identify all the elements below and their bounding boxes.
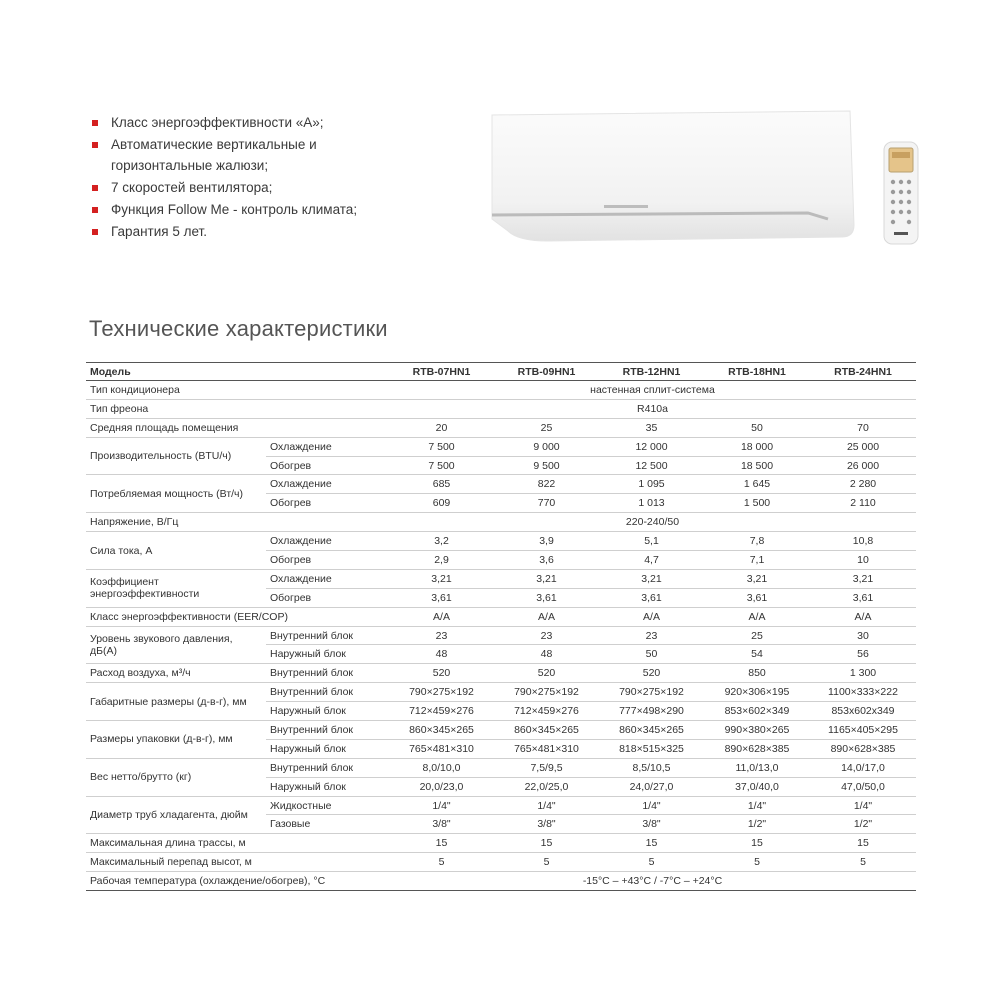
feature-text: Функция Follow Me - контроль климата; bbox=[111, 202, 358, 217]
value-cell: 10 bbox=[810, 551, 916, 570]
value-cell: 54 bbox=[704, 645, 810, 664]
value-cell: 1/2" bbox=[704, 815, 810, 834]
table-row bbox=[86, 626, 916, 645]
parameter-name-cell: Максимальная длина трассы, м bbox=[86, 834, 389, 853]
value-cell: 35 bbox=[599, 418, 704, 437]
value-cell: 26 000 bbox=[810, 456, 916, 475]
value-cell: 3,61 bbox=[494, 588, 599, 607]
value-cell: 15 bbox=[810, 834, 916, 853]
value-cell: 9 500 bbox=[494, 456, 599, 475]
value-cell: 3,6 bbox=[494, 551, 599, 570]
specs-table bbox=[86, 362, 916, 891]
sub-parameter-cell: Охлаждение bbox=[266, 532, 389, 551]
value-cell: 5 bbox=[810, 853, 916, 872]
value-cell: 15 bbox=[704, 834, 810, 853]
value-cell: 520 bbox=[389, 664, 494, 683]
value-cell: 1100×333×222 bbox=[810, 683, 916, 702]
value-cell: 7,8 bbox=[704, 532, 810, 551]
parameter-name-cell: Напряжение, В/Гц bbox=[86, 513, 389, 532]
value-cell: 20,0/23,0 bbox=[389, 777, 494, 796]
table-row bbox=[86, 381, 916, 400]
value-cell: 7 500 bbox=[389, 437, 494, 456]
sub-parameter-cell: Обогрев bbox=[266, 588, 389, 607]
value-cell: 56 bbox=[810, 645, 916, 664]
value-cell: 20 bbox=[389, 418, 494, 437]
parameter-name-cell: Уровень звукового давления, дБ(А) bbox=[86, 626, 266, 664]
table-row bbox=[86, 721, 916, 740]
value-cell: 25 bbox=[704, 626, 810, 645]
value-cell: 25 bbox=[494, 418, 599, 437]
model-column-header: RTB-24HN1 bbox=[810, 363, 916, 381]
sub-parameter-cell: Внутренний блок bbox=[266, 664, 389, 683]
table-row bbox=[86, 418, 916, 437]
parameter-name-cell: Коэффициент энергоэффективности bbox=[86, 569, 266, 607]
sub-parameter-cell: Наружный блок bbox=[266, 777, 389, 796]
parameter-name-cell: Расход воздуха, м³/ч bbox=[86, 664, 266, 683]
value-cell: A/A bbox=[810, 607, 916, 626]
value-cell: 3,21 bbox=[494, 569, 599, 588]
feature-text: Класс энергоэффективности «А»; bbox=[111, 115, 324, 130]
value-cell: 3/8" bbox=[494, 815, 599, 834]
value-cell: 1 300 bbox=[810, 664, 916, 683]
sub-parameter-cell: Обогрев bbox=[266, 494, 389, 513]
value-cell: 5 bbox=[599, 853, 704, 872]
table-row bbox=[86, 607, 916, 626]
model-column-header: RTB-18HN1 bbox=[704, 363, 810, 381]
value-cell: 22,0/25,0 bbox=[494, 777, 599, 796]
value-cell: 860×345×265 bbox=[389, 721, 494, 740]
sub-parameter-cell: Обогрев bbox=[266, 551, 389, 570]
value-cell: 790×275×192 bbox=[599, 683, 704, 702]
value-cell: 3,61 bbox=[599, 588, 704, 607]
value-cell: 15 bbox=[599, 834, 704, 853]
value-cell: 3/8" bbox=[599, 815, 704, 834]
bullet-square-icon bbox=[92, 120, 98, 126]
value-cell: 25 000 bbox=[810, 437, 916, 456]
shared-value-cell: R410a bbox=[389, 399, 916, 418]
value-cell: 3,9 bbox=[494, 532, 599, 551]
sub-parameter-cell: Охлаждение bbox=[266, 475, 389, 494]
table-row bbox=[86, 569, 916, 588]
parameter-name-cell: Размеры упаковки (д-в-г), мм bbox=[86, 721, 266, 759]
value-cell: 50 bbox=[599, 645, 704, 664]
specs-heading: Технические характеристики bbox=[89, 316, 388, 341]
value-cell: 520 bbox=[599, 664, 704, 683]
value-cell: 790×275×192 bbox=[494, 683, 599, 702]
value-cell: 609 bbox=[389, 494, 494, 513]
value-cell: 790×275×192 bbox=[389, 683, 494, 702]
value-cell: A/A bbox=[704, 607, 810, 626]
value-cell: 30 bbox=[810, 626, 916, 645]
value-cell: 3,21 bbox=[810, 569, 916, 588]
parameter-name-cell: Средняя площадь помещения bbox=[86, 418, 389, 437]
parameter-name-cell: Производительность (BTU/ч) bbox=[86, 437, 266, 475]
value-cell: 990×380×265 bbox=[704, 721, 810, 740]
feature-item bbox=[92, 199, 392, 220]
value-cell: 1 645 bbox=[704, 475, 810, 494]
value-cell: 4,7 bbox=[599, 551, 704, 570]
feature-item bbox=[92, 112, 392, 133]
parameter-name-cell: Рабочая температура (охлаждение/обогрев), °С bbox=[86, 872, 389, 891]
feature-text: 7 скоростей вентилятора; bbox=[111, 180, 273, 195]
value-cell: 685 bbox=[389, 475, 494, 494]
value-cell: 822 bbox=[494, 475, 599, 494]
sub-parameter-cell: Внутренний блок bbox=[266, 626, 389, 645]
parameter-name-cell: Вес нетто/брутто (кг) bbox=[86, 758, 266, 796]
value-cell: 1165×405×295 bbox=[810, 721, 916, 740]
value-cell: 818×515×325 bbox=[599, 739, 704, 758]
table-row bbox=[86, 532, 916, 551]
sub-parameter-cell: Газовые bbox=[266, 815, 389, 834]
model-column-header: RTB-12HN1 bbox=[599, 363, 704, 381]
value-cell: 50 bbox=[704, 418, 810, 437]
value-cell: 23 bbox=[494, 626, 599, 645]
value-cell: 1/4" bbox=[389, 796, 494, 815]
value-cell: 8,5/10,5 bbox=[599, 758, 704, 777]
value-cell: 18 000 bbox=[704, 437, 810, 456]
value-cell: 3,21 bbox=[599, 569, 704, 588]
parameter-name-cell: Класс энергоэффективности (EER/COP) bbox=[86, 607, 389, 626]
value-cell: 5,1 bbox=[599, 532, 704, 551]
value-cell: A/A bbox=[599, 607, 704, 626]
value-cell: 47,0/50,0 bbox=[810, 777, 916, 796]
sub-parameter-cell: Внутренний блок bbox=[266, 683, 389, 702]
model-header: Модель bbox=[86, 363, 389, 381]
bullet-square-icon bbox=[92, 229, 98, 235]
value-cell: 5 bbox=[704, 853, 810, 872]
feature-list bbox=[92, 112, 392, 243]
value-cell: 11,0/13,0 bbox=[704, 758, 810, 777]
value-cell: 18 500 bbox=[704, 456, 810, 475]
table-row bbox=[86, 796, 916, 815]
parameter-name-cell: Габаритные размеры (д-в-г), мм bbox=[86, 683, 266, 721]
value-cell: 3,61 bbox=[810, 588, 916, 607]
feature-text: Гарантия 5 лет. bbox=[111, 224, 207, 239]
value-cell: 860×345×265 bbox=[599, 721, 704, 740]
value-cell: 1/4" bbox=[810, 796, 916, 815]
table-row bbox=[86, 758, 916, 777]
value-cell: 5 bbox=[389, 853, 494, 872]
remote-control-image bbox=[880, 140, 922, 246]
value-cell: 712×459×276 bbox=[494, 702, 599, 721]
value-cell: 920×306×195 bbox=[704, 683, 810, 702]
sub-parameter-cell: Охлаждение bbox=[266, 437, 389, 456]
table-row bbox=[86, 683, 916, 702]
table-row bbox=[86, 853, 916, 872]
value-cell: 3,21 bbox=[389, 569, 494, 588]
value-cell: 890×628×385 bbox=[704, 739, 810, 758]
value-cell: 23 bbox=[389, 626, 494, 645]
table-row bbox=[86, 399, 916, 418]
value-cell: 15 bbox=[389, 834, 494, 853]
table-header-row bbox=[86, 363, 916, 381]
value-cell: 7 500 bbox=[389, 456, 494, 475]
value-cell: 15 bbox=[494, 834, 599, 853]
value-cell: 9 000 bbox=[494, 437, 599, 456]
table-row bbox=[86, 437, 916, 456]
value-cell: 853×602×349 bbox=[704, 702, 810, 721]
value-cell: 12 500 bbox=[599, 456, 704, 475]
value-cell: 7,1 bbox=[704, 551, 810, 570]
parameter-name-cell: Тип фреона bbox=[86, 399, 389, 418]
parameter-name-cell: Тип кондиционера bbox=[86, 381, 389, 400]
sub-parameter-cell: Наружный блок bbox=[266, 739, 389, 758]
sub-parameter-cell: Обогрев bbox=[266, 456, 389, 475]
value-cell: 1 500 bbox=[704, 494, 810, 513]
value-cell: 1 095 bbox=[599, 475, 704, 494]
value-cell: A/A bbox=[494, 607, 599, 626]
value-cell: 12 000 bbox=[599, 437, 704, 456]
value-cell: 1/4" bbox=[494, 796, 599, 815]
value-cell: 3,61 bbox=[704, 588, 810, 607]
parameter-name-cell: Диаметр труб хладагента, дюйм bbox=[86, 796, 266, 834]
value-cell: 70 bbox=[810, 418, 916, 437]
value-cell: 1/4" bbox=[599, 796, 704, 815]
value-cell: 765×481×310 bbox=[389, 739, 494, 758]
shared-value-cell: -15°C – +43°C / -7°C – +24°C bbox=[389, 872, 916, 891]
sub-parameter-cell: Наружный блок bbox=[266, 702, 389, 721]
table-row bbox=[86, 834, 916, 853]
value-cell: 765×481×310 bbox=[494, 739, 599, 758]
feature-text: Автоматические вертикальные и горизонтальные жалюзи; bbox=[111, 137, 317, 173]
table-row bbox=[86, 664, 916, 683]
value-cell: 777×498×290 bbox=[599, 702, 704, 721]
parameter-name-cell: Сила тока, А bbox=[86, 532, 266, 570]
value-cell: 890×628×385 bbox=[810, 739, 916, 758]
value-cell: 853x602x349 bbox=[810, 702, 916, 721]
value-cell: 10,8 bbox=[810, 532, 916, 551]
value-cell: 1/4" bbox=[704, 796, 810, 815]
bullet-square-icon bbox=[92, 185, 98, 191]
shared-value-cell: настенная сплит-система bbox=[389, 381, 916, 400]
value-cell: 2,9 bbox=[389, 551, 494, 570]
value-cell: 23 bbox=[599, 626, 704, 645]
value-cell: 24,0/27,0 bbox=[599, 777, 704, 796]
sub-parameter-cell: Внутренний блок bbox=[266, 758, 389, 777]
sub-parameter-cell: Наружный блок bbox=[266, 645, 389, 664]
sub-parameter-cell: Охлаждение bbox=[266, 569, 389, 588]
table-row bbox=[86, 513, 916, 532]
value-cell: 770 bbox=[494, 494, 599, 513]
value-cell: 48 bbox=[494, 645, 599, 664]
feature-item bbox=[92, 177, 392, 198]
model-column-header: RTB-09HN1 bbox=[494, 363, 599, 381]
sub-parameter-cell: Жидкостные bbox=[266, 796, 389, 815]
feature-item bbox=[92, 221, 392, 242]
shared-value-cell: 220-240/50 bbox=[389, 513, 916, 532]
value-cell: 860×345×265 bbox=[494, 721, 599, 740]
value-cell: 8,0/10,0 bbox=[389, 758, 494, 777]
sub-parameter-cell: Внутренний блок bbox=[266, 721, 389, 740]
value-cell: 1 013 bbox=[599, 494, 704, 513]
value-cell: 2 110 bbox=[810, 494, 916, 513]
value-cell: 850 bbox=[704, 664, 810, 683]
value-cell: 3,61 bbox=[389, 588, 494, 607]
value-cell: 3/8" bbox=[389, 815, 494, 834]
value-cell: 37,0/40,0 bbox=[704, 777, 810, 796]
value-cell: 7,5/9,5 bbox=[494, 758, 599, 777]
value-cell: 48 bbox=[389, 645, 494, 664]
value-cell: 14,0/17,0 bbox=[810, 758, 916, 777]
table-row bbox=[86, 872, 916, 891]
value-cell: 712×459×276 bbox=[389, 702, 494, 721]
value-cell: A/A bbox=[389, 607, 494, 626]
value-cell: 2 280 bbox=[810, 475, 916, 494]
bullet-square-icon bbox=[92, 142, 98, 148]
parameter-name-cell: Потребляемая мощность (Вт/ч) bbox=[86, 475, 266, 513]
bullet-square-icon bbox=[92, 207, 98, 213]
specs-table-body bbox=[86, 381, 916, 891]
air-conditioner-indoor-unit-image bbox=[478, 107, 858, 247]
value-cell: 3,2 bbox=[389, 532, 494, 551]
model-column-header: RTB-07HN1 bbox=[389, 363, 494, 381]
value-cell: 1/2" bbox=[810, 815, 916, 834]
value-cell: 5 bbox=[494, 853, 599, 872]
table-row bbox=[86, 475, 916, 494]
value-cell: 3,21 bbox=[704, 569, 810, 588]
feature-item bbox=[92, 134, 392, 176]
value-cell: 520 bbox=[494, 664, 599, 683]
parameter-name-cell: Максимальный перепад высот, м bbox=[86, 853, 389, 872]
